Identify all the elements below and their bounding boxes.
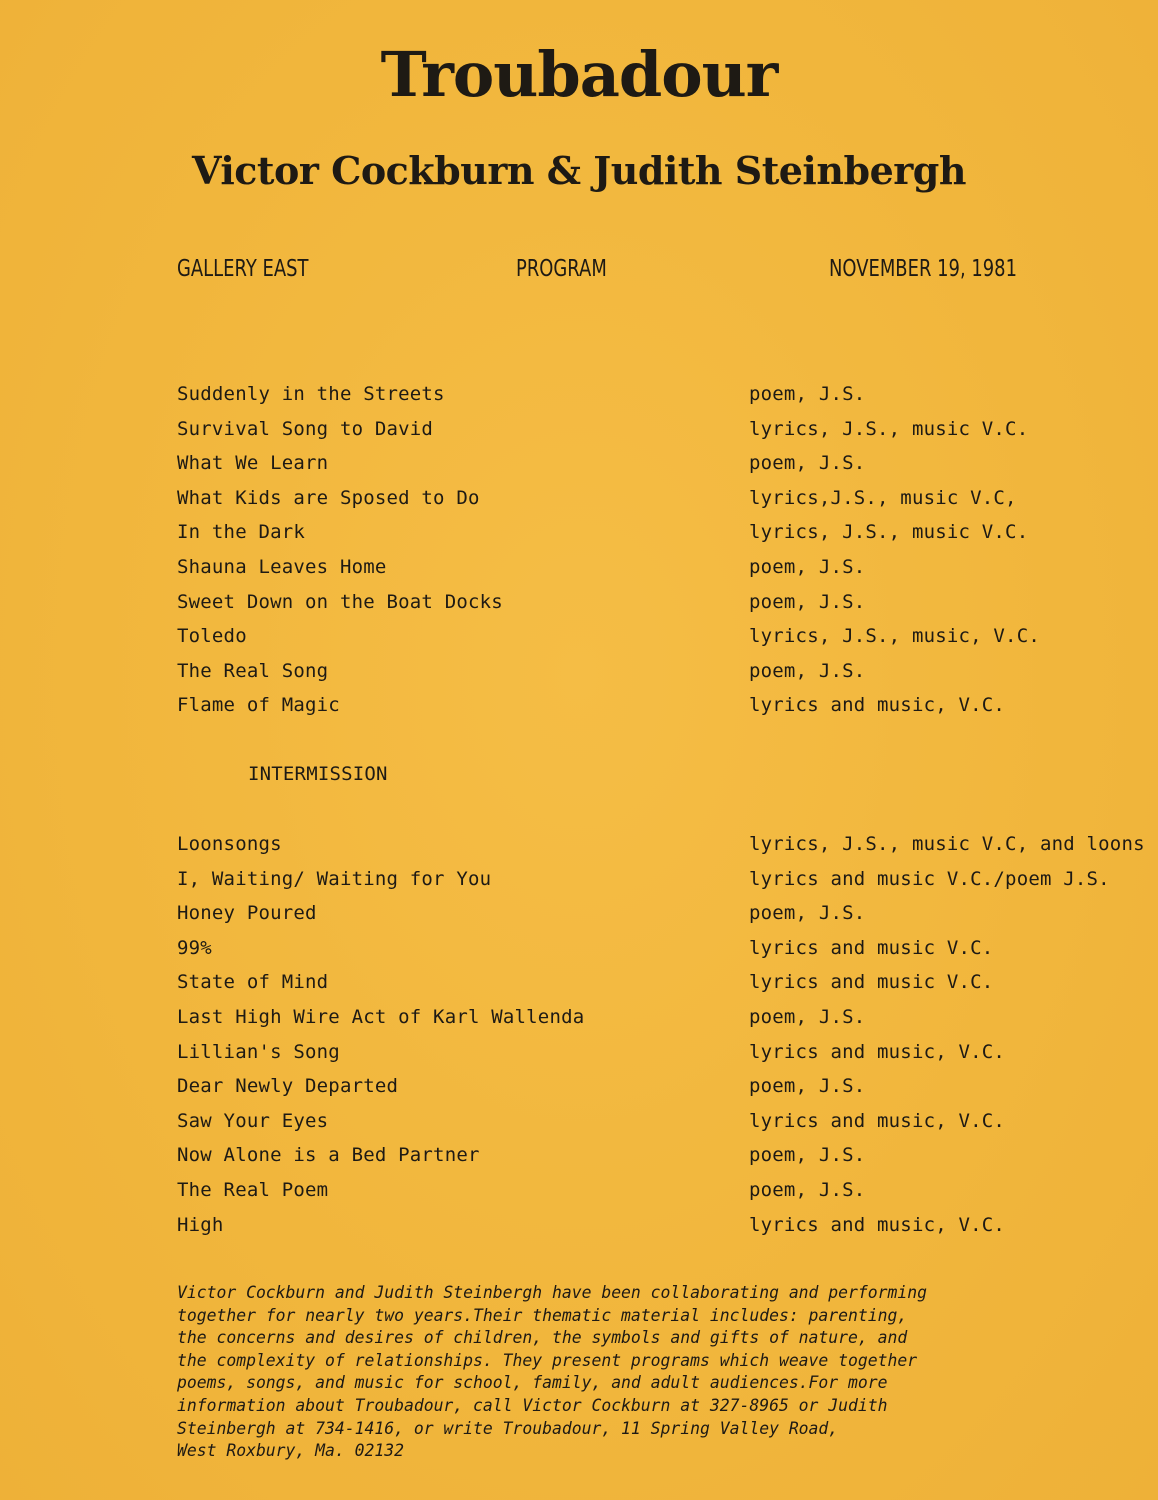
program-row (0, 833, 1158, 857)
piece-title: Shauna Leaves Home (177, 556, 387, 578)
page-title: Troubadour (380, 38, 778, 111)
program-row (0, 591, 1158, 615)
piece-title: Honey Poured (177, 902, 317, 925)
piece-credit: poem, J.S. (749, 1179, 866, 1201)
piece-credit: lyrics and music, V.C. (749, 1213, 1006, 1236)
program-row (0, 452, 1158, 476)
program-label: PROGRAM (516, 256, 607, 282)
piece-credit: lyrics, J.S., music, V.C. (749, 625, 1040, 648)
piece-credit: lyrics and music, V.C. (749, 1040, 1006, 1063)
piece-title: Last High Wire Act of Karl Wallenda (177, 1006, 585, 1028)
program-row (0, 660, 1158, 684)
program-row (0, 418, 1158, 442)
piece-credit: poem, J.S. (749, 1144, 866, 1167)
piece-credit: lyrics,J.S., music V.C, (749, 486, 1017, 509)
piece-title: What We Learn (177, 452, 329, 475)
venue-label: GALLERY EAST (177, 256, 309, 282)
program-row (0, 868, 1158, 892)
piece-title: I, Waiting/ Waiting for You (177, 867, 492, 890)
piece-credit: lyrics, J.S., music V.C. (749, 417, 1029, 440)
program-row (0, 1110, 1158, 1134)
program-row (0, 902, 1158, 926)
piece-title: 99% (177, 936, 212, 959)
piece-title: Toledo (177, 625, 247, 648)
program-row (0, 971, 1158, 995)
piece-credit: lyrics and music, V.C. (749, 694, 1006, 717)
piece-title: State of Mind (177, 971, 329, 994)
piece-credit: poem, J.S. (749, 383, 866, 405)
piece-title: What Kids are Sposed to Do (177, 486, 480, 509)
program-row (0, 1214, 1158, 1238)
piece-title: The Real Poem (177, 1179, 329, 1201)
piece-title: High (177, 1213, 224, 1236)
piece-credit: lyrics and music, V.C. (749, 1109, 1006, 1132)
program-row (0, 1144, 1158, 1168)
program-row (0, 556, 1158, 580)
program-row (0, 937, 1158, 961)
program-row (0, 1006, 1158, 1030)
about-paragraph: Victor Cockburn and Judith Steinbergh have been collaborating and performing together for nearly two years.Their thematic material includes: parenting, the concerns and desires of children, the symbols and gifts of nature, and the complexity of relationships. They present programs which weave together poems, songs, and music for school, family, and adult audiences.For more information about Troubadour, call Victor Cockburn at 327-8965 or Judith Steinbergh at 734-1416, or write Troubadour, 11 Spring Valley Road, West Roxbury, Ma. 02132 (177, 1283, 927, 1461)
program-row (0, 625, 1158, 649)
piece-credit: lyrics, J.S., music V.C. (749, 521, 1029, 544)
piece-credit: lyrics and music V.C./poem J.S. (749, 867, 1110, 890)
piece-credit: poem, J.S. (749, 1075, 866, 1098)
piece-credit: poem, J.S. (749, 659, 866, 682)
piece-title: In the Dark (177, 521, 306, 544)
piece-title: Now Alone is a Bed Partner (177, 1144, 480, 1167)
piece-title: Sweet Down on the Boat Docks (177, 590, 503, 613)
piece-title: Saw Your Eyes (177, 1109, 329, 1132)
program-row (0, 1075, 1158, 1099)
piece-credit: lyrics and music V.C. (749, 971, 994, 994)
intermission-label: INTERMISSION (248, 763, 388, 785)
piece-title: Loonsongs (177, 833, 282, 855)
piece-credit: poem, J.S. (749, 1006, 866, 1028)
piece-title: Flame of Magic (177, 694, 340, 717)
program-row (0, 694, 1158, 718)
program-row (0, 1041, 1158, 1065)
piece-credit: poem, J.S. (749, 590, 866, 613)
piece-credit: lyrics and music V.C. (749, 936, 994, 959)
piece-credit: poem, J.S. (749, 902, 866, 925)
piece-credit: poem, J.S. (749, 556, 866, 578)
program-row (0, 487, 1158, 511)
performers-subtitle: Victor Cockburn & Judith Steinbergh (192, 148, 966, 193)
piece-title: Lillian's Song (177, 1040, 340, 1063)
piece-credit: poem, J.S. (749, 452, 866, 475)
piece-title: The Real Song (177, 659, 329, 682)
piece-title: Survival Song to David (177, 417, 434, 440)
piece-credit: lyrics, J.S., music V.C, and loons (749, 833, 1145, 855)
program-row (0, 521, 1158, 545)
program-row (0, 1179, 1158, 1203)
piece-title: Dear Newly Departed (177, 1075, 399, 1098)
piece-title: Suddenly in the Streets (177, 383, 445, 405)
program-row (0, 383, 1158, 407)
date-label: NOVEMBER 19, 1981 (829, 256, 1018, 282)
